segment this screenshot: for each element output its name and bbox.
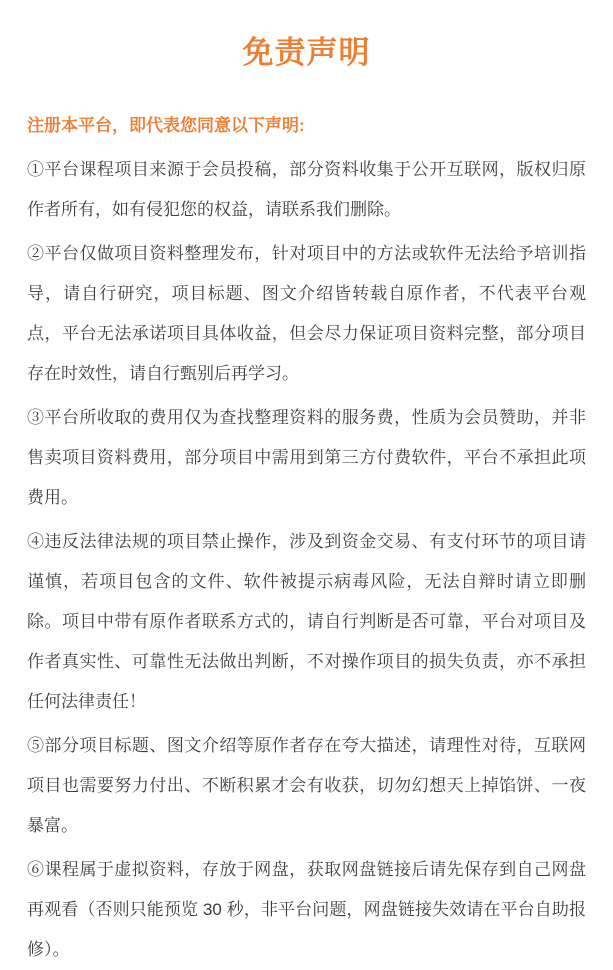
disclaimer-paragraph-2: ②平台仅做项目资料整理发布，针对项目中的方法或软件无法给予培训指导，请自行研究，项目标题、图文介绍皆转载自原作者，不代表平台观点，平台无法承诺项目具体收益，但会尽力保证项目资料完整，部分项目存在时效性，请自行甄别后再学习。 <box>27 244 586 383</box>
disclaimer-paragraph-5: ⑤部分项目标题、图文介绍等原作者存在夸大描述，请理性对待，互联网项目也需要努力付出、不断积累才会有收获，切勿幻想天上掉馅饼、一夜暴富。 <box>27 736 586 835</box>
disclaimer-paragraph-6: ⑥课程属于虚拟资料，存放于网盘，获取网盘链接后请先保存到自己网盘再观看（否则只能预览 30 秒，非平台问题，网盘链接失效请在平台自助报修）。 <box>27 860 586 959</box>
disclaimer-paragraph-1: ①平台课程项目来源于会员投稿，部分资料收集于公开互联网，版权归原作者所有，如有侵犯您的权益，请联系我们删除。 <box>27 160 586 219</box>
disclaimer-paragraph-4: ④违反法律法规的项目禁止操作，涉及到资金交易、有支付环节的项目请谨慎，若项目包含的文件、软件被提示病毒风险，无法自辩时请立即删除。项目中带有原作者联系方式的，请自行判断是否可靠，平台对项目及作者真实性、可靠性无法做出判断，不对操作项目的损失负责，亦不承担任何法律责任！ <box>27 532 586 711</box>
disclaimer-paragraph-3: ③平台所收取的费用仅为查找整理资料的服务费，性质为会员赞助，并非售卖项目资料费用，部分项目中需用到第三方付费软件，平台不承担此项费用。 <box>27 408 586 507</box>
intro-statement: 注册本平台，即代表您同意以下声明: <box>27 116 305 135</box>
page-title: 免责声明 <box>242 35 371 70</box>
